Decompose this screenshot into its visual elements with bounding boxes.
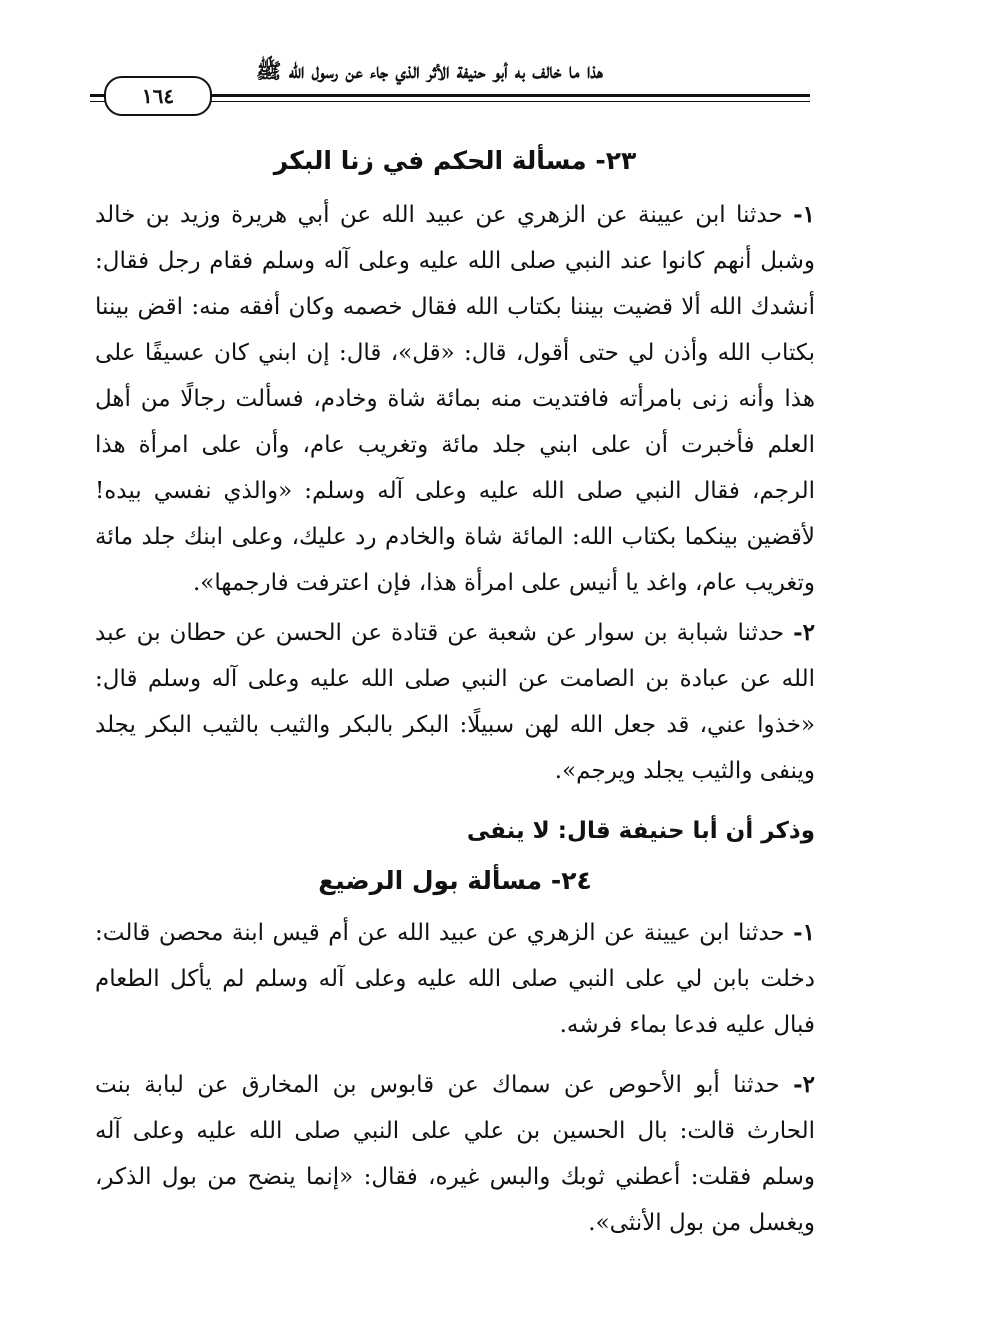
section-23-heading: ٢٣- مسألة الحكم في زنا البكر	[273, 146, 637, 175]
page-number: ١٦٤	[141, 84, 175, 108]
hadith-text: حدثنا شبابة بن سوار عن شعبة عن قتادة عن الحسن عن حطان بن عبد الله عن عبادة بن الصامت عن النبي صلى الله عليه وعلى آله وسلم قال: «خذوا عني، قد جعل الله لهن سبيلًا: البكر بالبكر والثيب بالثيب البكر يجلد وينفى والثيب يجلد ويرجم».	[95, 620, 815, 784]
section-24-hadith-2	[95, 1062, 815, 1246]
hadith-text: حدثنا ابن عيينة عن الزهري عن عبيد الله عن أم قيس ابنة محصن قالت: دخلت بابن لي على النبي صلى الله عليه وعلى آله وسلم لم يأكل الطعام فبال عليه فدعا بماء فرشه.	[95, 920, 815, 1038]
running-header-title: هذا ما خالف به أبو حنيفة الأثر الذي جاء عن رسول الله ﷺ	[256, 58, 603, 83]
hadith-text: حدثنا ابن عيينة عن الزهري عن عبيد الله عن أبي هريرة وزيد بن خالد وشبل أنهم كانوا عند النبي صلى الله عليه وعلى آله وسلم فقام رجل فقال: أنشدك الله ألا قضيت بيننا بكتاب الله فقال خصمه وكان أفقه منه: اقض بيننا بكتاب الله وأذن لي حتى أقول، قال: «قل»، قال: إن ابني كان عسيفًا على هذا وأنه زنى بامرأته فافتديت منه بمائة شاة وخادم، فسألت رجالًا من أهل العلم فأخبرت أن على ابني جلد مائة وتغريب عام، وأن على امرأة هذا الرجم، فقال النبي صلى الله عليه وعلى آله وسلم: «والذي نفسي بيده! لأقضين بينكما بكتاب الله: المائة شاة والخادم رد عليك، وعلى ابنك جلد مائة وتغريب عام، واغد يا أنيس على امرأة هذا، فإن اعترفت فارجمها».	[95, 202, 815, 596]
hadith-number: ١-	[793, 919, 815, 946]
hadith-text: حدثنا أبو الأحوص عن سماك عن قابوس بن المخارق عن لبابة بنت الحارث قالت: بال الحسين بن علي على النبي صلى الله عليه وعلى آله وسلم فقلت: أعطني ثوبك والبس غيره، فقال: «إنما ينضح من بول الذكر، ويغسل من بول الأنثى».	[95, 1072, 815, 1236]
hadith-number: ١-	[793, 201, 815, 228]
abu-hanifa-note: وذكر أن أبا حنيفة قال: لا ينفى	[466, 818, 815, 844]
page-number-badge	[104, 76, 212, 116]
hadith-number: ٢-	[793, 1071, 815, 1098]
section-24-heading: ٢٤- مسألة بول الرضيع	[318, 866, 592, 895]
section-23-hadith-2	[95, 610, 815, 794]
section-23-hadith-1	[95, 192, 815, 606]
section-24-hadith-1	[95, 910, 815, 1048]
hadith-number: ٢-	[793, 619, 815, 646]
